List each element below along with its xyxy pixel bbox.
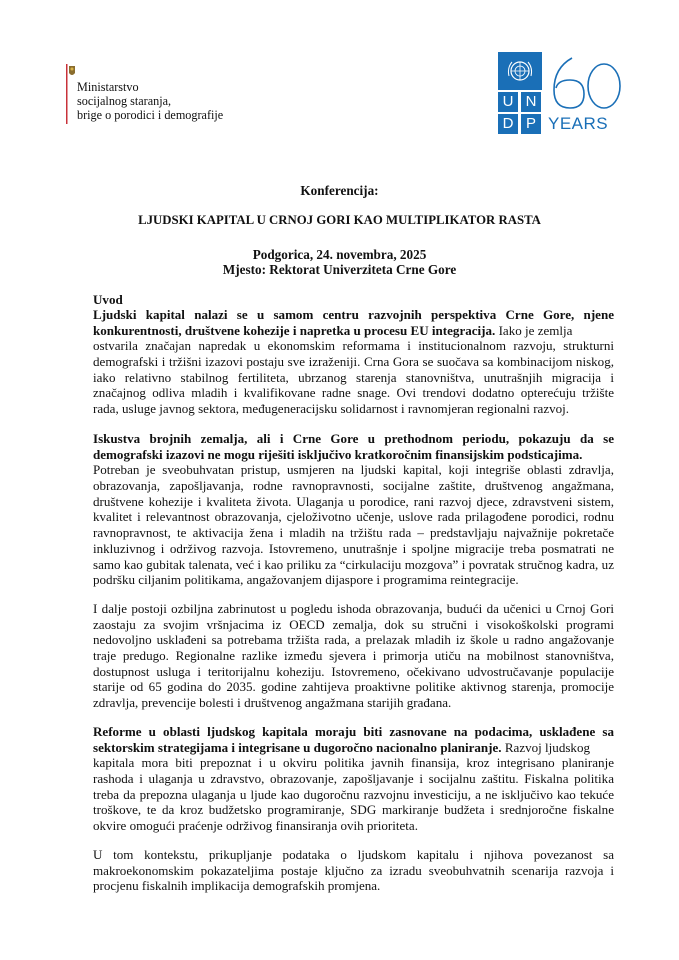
body-line: traje predugo. Regionalne razlike između sjevera i primorja utiču na mobilnost stanovništva, [93,648,614,664]
anniversary-label: YEARS [548,114,609,133]
body-line: procjenu fiskalnih implikacija demografskih promjena. [93,878,381,894]
bold-text: konkurentnosti, društvene kohezije i napretka u procesu EU integracija. [93,322,496,338]
paragraph [93,307,614,417]
undp-letter: N [521,92,541,112]
body-line: ostvarila značajan napredak u ekonomskim reformama i institucionalnom razvoju, strukturni [93,338,614,354]
body-line: demografski i tržišni izazovi postaju sve izraženiji. Crna Gora se suočava sa kombinacijom niskog, [93,354,614,370]
body-line: Potreban je sveobuhvatan pristup, usmjeren na ljudski kapital, koji integriše oblasti zdravlja, [93,462,614,478]
bold-line: Reforme u oblasti ljudskog kapitala moraju biti zasnovane na podacima, usklađene sa [93,724,614,739]
undp-emblem [498,52,542,134]
body-line: okvire omogući praćenje održivog finansiranja ovih prioriteta. [93,818,418,834]
conference-title: LJUDSKI KAPITAL U CRNOJ GORI KAO MULTIPLIKATOR RASTA [138,213,541,227]
mixed-line [93,740,614,756]
bold-text: sektorskim strategijama i integrisane u dugoročno nacionalno planiranje. [93,739,502,755]
body-line: nedovoljno usklađeni sa potrebama tržišta rada, a prelazak mladih iz škole u radno angažovanje [93,632,614,648]
body-line: inkluzivnog i održivog razvoja. Istovremeno, unutrašnje i spoljne migracije treba posmatrati ne [93,540,614,556]
body-line: U tom kontekstu, prikupljanje podataka o ljudskom kapitalu i njihova povezanost sa [93,847,614,862]
body-line: iako relativno stabilnog fertiliteta, ubrzanog starenja stanovništva, unutrašnjih migracija i [93,369,614,385]
body-line: makroekonomskim pokazateljima postaje ključno za izradu sveobuhvatnih scenarija razvoja i [93,862,614,878]
ministry-line: Ministarstvo [77,80,139,94]
anniversary-number: 60 [544,54,545,55]
body-line: kapitala mora biti prepoznat i u okviru politika javnih finansija, kroz integrisano planiranje [93,755,614,771]
body-line: obrazovanja, zapošljavanja, rodne ravnopravnosti, socijalne zaštite, društvenog angažmana, [93,478,614,494]
ministry-name [77,80,223,122]
body-line: zaostaju za svojim vršnjacima iz OECD zemalja, dok su stručni i visokoškolski programi [93,616,614,632]
undp-letter: U [498,92,518,112]
paragraph [93,724,614,834]
body-line: zdravlja, prevencije bolesti i društvenog angažmana starijih građana. [93,695,452,711]
body-line: društvene kohezije i kvaliteta života. Ulaganja u porodice, rani razvoj djece, zdravstveni sistem, [93,493,614,509]
section-label: Uvod [93,292,123,307]
conference-label: Konferencija: [300,183,379,198]
bold-line: Ljudski kapital nalazi se u samom centru razvojnih perspektiva Crne Gore, njene [93,307,614,322]
body-text: Razvoj ljudskog [501,739,591,755]
body-line: rashoda i ulaganja u zdravstvo, obrazovanje, zapošljavanje i socijalnu zaštitu. Fiskalna politika [93,771,614,787]
body-line: troškove, te da kroz budžetsko programiranje, SDG markiranje budžeta i srednjoročne fiskalne [93,802,614,818]
paragraph [93,847,614,894]
undp-letter: P [521,114,541,134]
conference-venue: Mjesto: Rektorat Univerziteta Crne Gore [222,262,457,277]
ministry-line: socijalnog staranja, [77,94,172,108]
body-line: ravnopravnost, te aktivacija žena i mladih na tržištu rada – predstavljaju najvažnije pokretače [93,525,614,541]
paragraph [93,431,614,588]
body-line: značajnog odliva mladih i kvalifikovane radne snage. Ovi trendovi dodatno opterećuju tržište [93,385,614,401]
body-line: samo kao gubitak talenata, već i kao priliku za “cirkulaciju mozgova” i povratak stručnog kadra, uz [93,556,614,572]
bold-line: demografski izazovi ne mogu riješiti isključivo kratkoročnim finansijskim podsticajima. [93,446,583,462]
body-line: dostupnost usluga i teritorijalnu koheziju. Istovremeno, očekivano udvostručavanje populacije [93,663,614,679]
mixed-line [93,323,614,339]
undp-letter: D [498,114,518,134]
sixty-anniversary-mark [544,54,624,112]
ministry-line: brige o porodici i demografije [77,108,224,122]
coat-of-arms-icon [66,64,76,124]
bold-line: Iskustva brojnih zemalja, ali i Crne Gore u prethodnom periodu, pokazuju da se [93,431,614,446]
body-line: podršku ciljanim politikama, angažovanjem dijaspore i programima reintegracije. [93,572,519,588]
paragraph [93,601,614,711]
body-line: starije od 65 godina do 2035. godine zahtijeva proaktivne politike aktivnog starenja, promocije [93,679,614,695]
body-text: Iako je zemlja [495,322,573,338]
body-line: rada, usluge javnog sektora, međugeneracijsku solidarnost i ravnomjeran regionalni razvoj. [93,401,570,417]
un-emblem-icon [498,52,542,90]
body-line: I dalje postoji ozbiljna zabrinutost u pogledu ishoda obrazovanja, budući da učenici u Crnoj Gori [93,601,614,616]
body-line: kvalitet i relevantnost obrazovanja, cjeloživotno učenje, uslove rada prilagođene porodici, rodnu [93,509,614,525]
conference-date: Podgorica, 24. novembra, 2025 [252,247,427,262]
body-line: treba da prepozna ulaganja u ljude kao dugoročnu razvojnu investiciju, a ne isključivo kao tekuće [93,786,614,802]
undp-logo [498,52,623,136]
